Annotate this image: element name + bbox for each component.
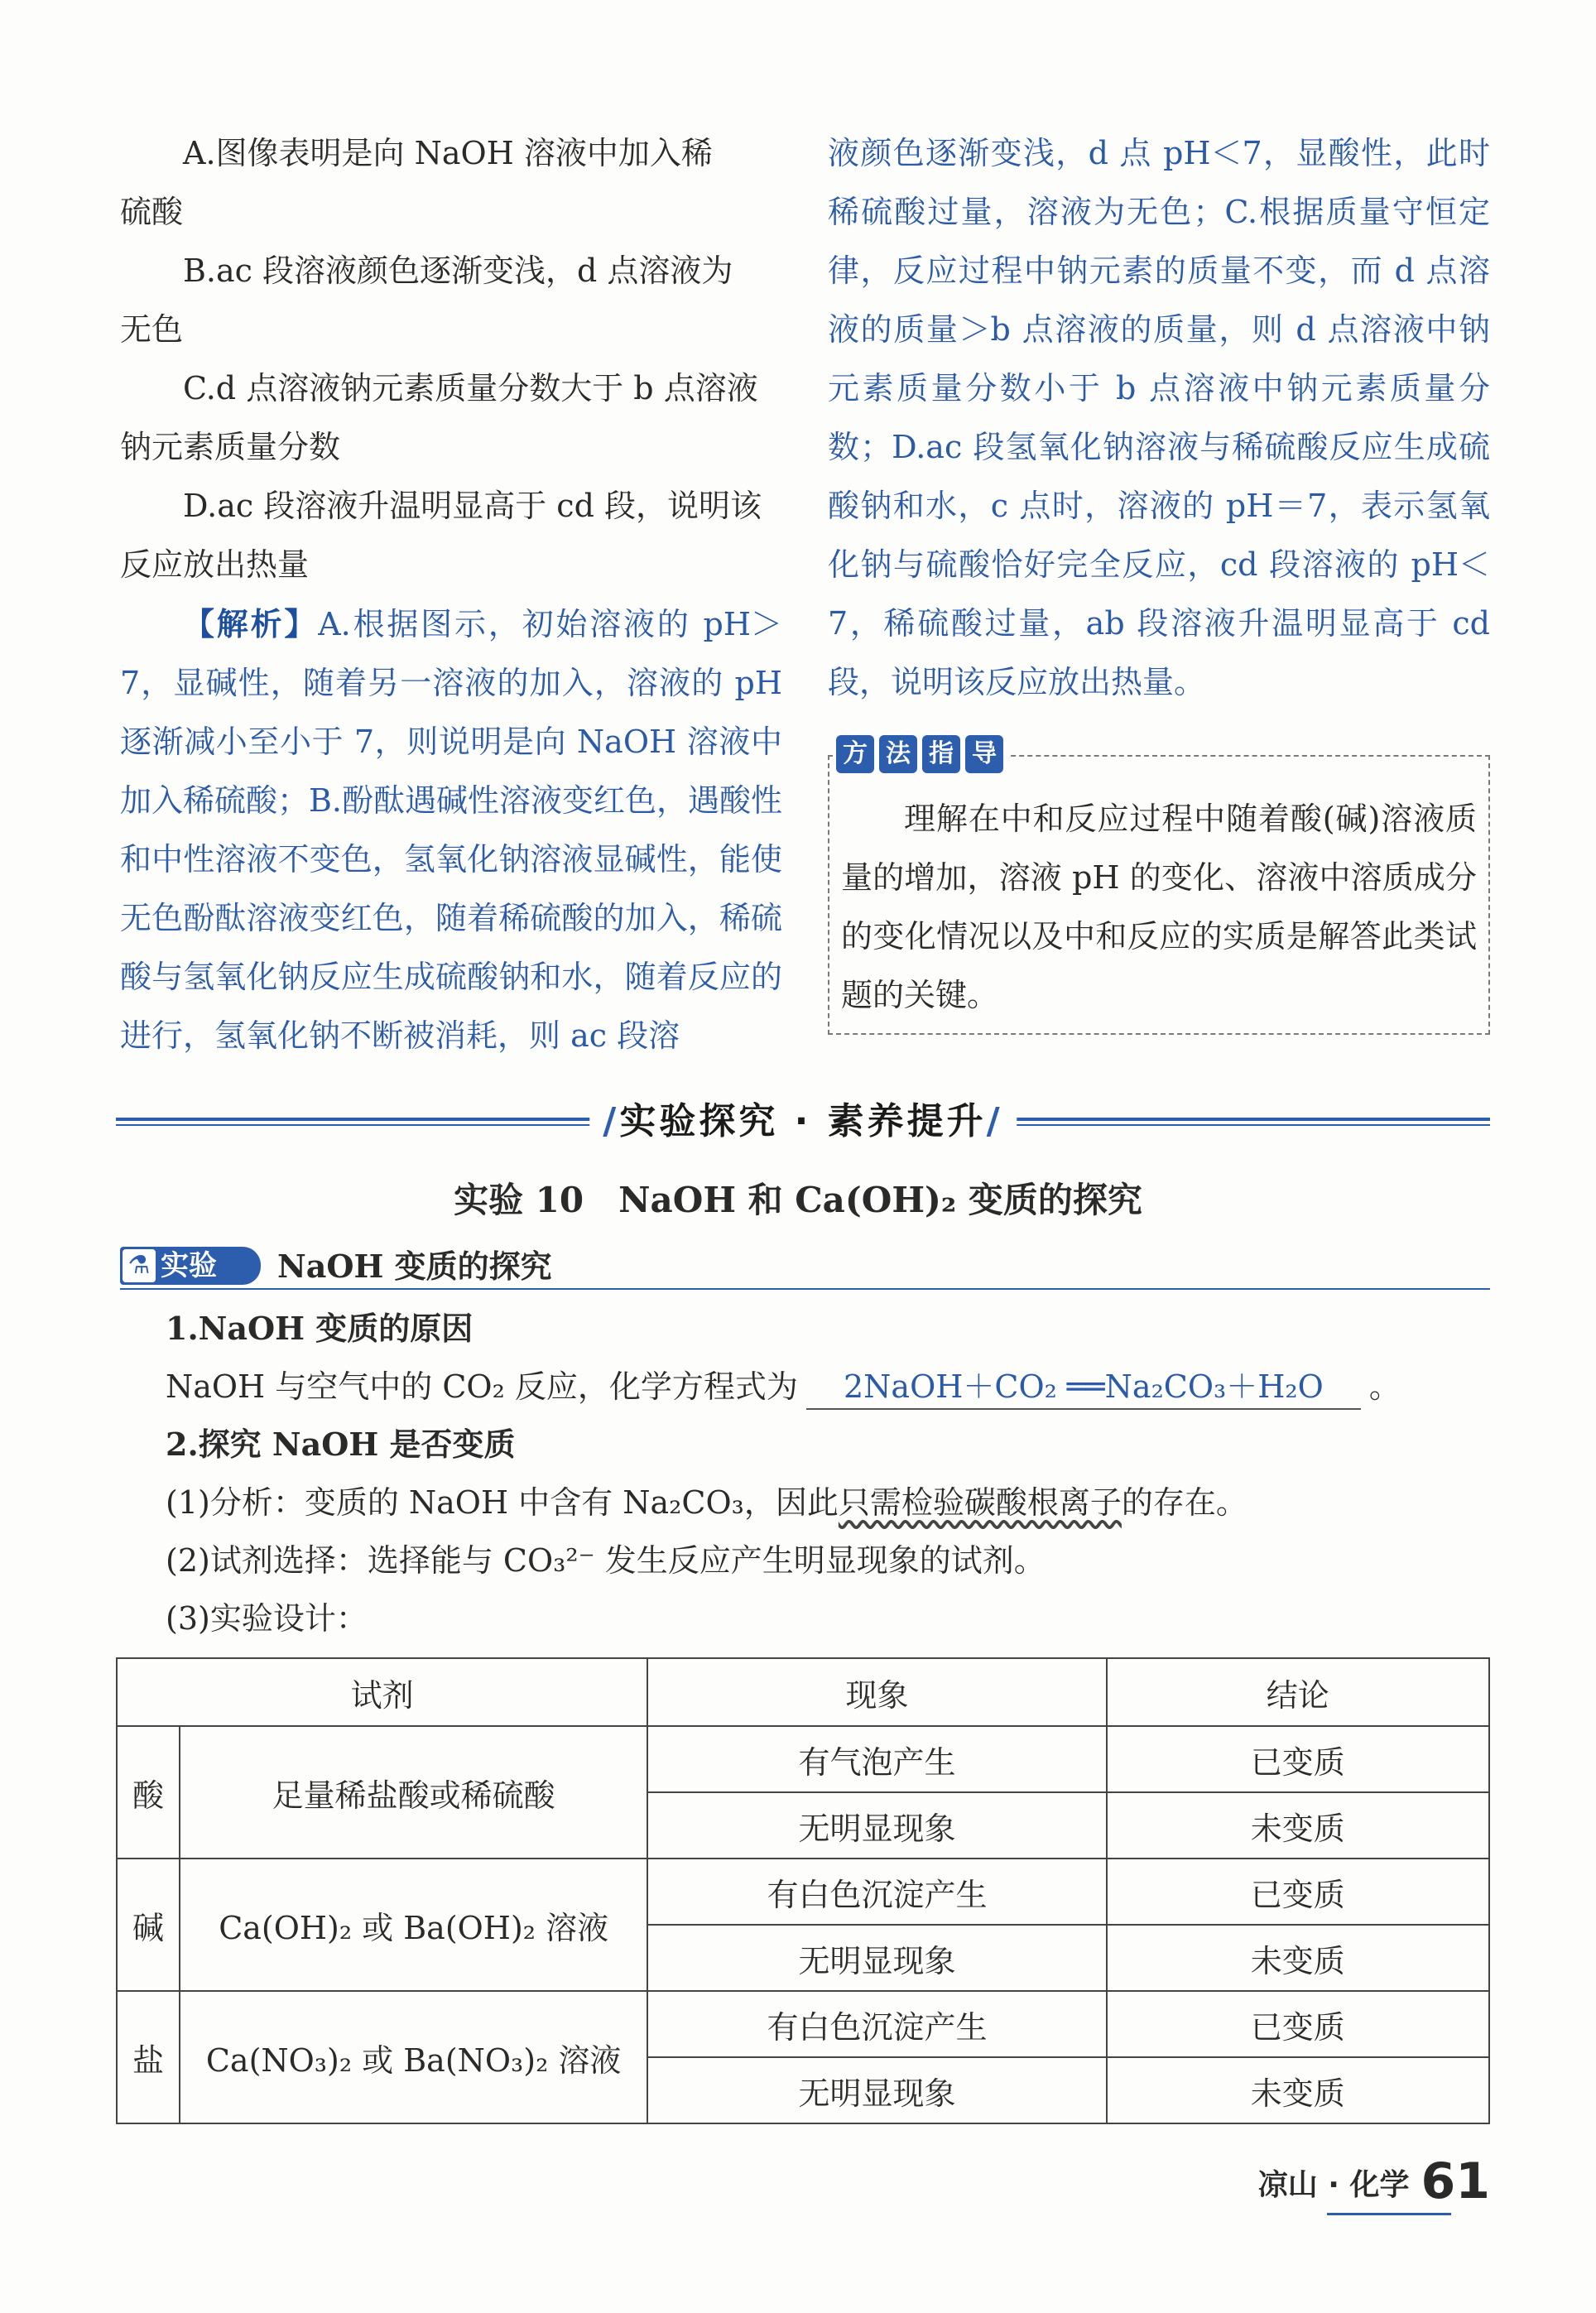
analysis-before: (1)分析：变质的 NaOH 中含有 Na₂CO₃，因此	[166, 1484, 839, 1521]
reagent-type: 酸	[117, 1726, 180, 1859]
phenomenon-cell: 有气泡产生	[647, 1726, 1106, 1792]
reagent-name: Ca(NO₃)₂ 或 Ba(NO₃)₂ 溶液	[180, 1991, 647, 2123]
header-conclusion: 结论	[1107, 1658, 1489, 1726]
option-c-line2: 钠元素质量分数	[120, 429, 341, 465]
analysis-tag: 【解析】	[183, 605, 319, 642]
left-column	[120, 124, 782, 1065]
experiment-title: 实验 10 NaOH 和 Ca(OH)₂ 变质的探究	[454, 1180, 1142, 1220]
phenomenon-cell: 无明显现象	[647, 1792, 1106, 1859]
phenomenon-cell: 无明显现象	[647, 1925, 1106, 1991]
header-underline	[120, 1288, 1490, 1290]
method-label-char: 方	[836, 735, 874, 773]
method-guide-box	[828, 739, 1490, 1035]
table-row	[117, 1859, 1489, 1925]
analysis-paragraph	[120, 594, 782, 1065]
section-1-text	[166, 1358, 1490, 1416]
section-2-title: 2.探究 NaOH 是否变质	[166, 1426, 516, 1463]
table-row	[117, 1991, 1489, 2057]
method-label-char: 法	[879, 735, 917, 773]
phenomenon-cell: 有白色沉淀产生	[647, 1859, 1106, 1925]
page-number: 61	[1421, 2152, 1490, 2210]
phenomenon-cell: 有白色沉淀产生	[647, 1991, 1106, 2057]
header-reagent: 试剂	[117, 1658, 647, 1726]
footer-rule	[1327, 2213, 1451, 2215]
experiment-badge	[120, 1247, 261, 1285]
wavy-emphasis: 只需检验碳酸根离子	[838, 1484, 1122, 1521]
table-header-row	[117, 1658, 1489, 1726]
banner-title: 实验探究 · 素养提升	[619, 1100, 987, 1142]
reagent-type: 碱	[117, 1859, 180, 1991]
option-b-line1: B.ac 段溶液颜色逐渐变浅，d 点溶液为	[183, 252, 733, 289]
section-2-design: (3)实验设计：	[166, 1600, 368, 1637]
slash-decoration: /	[603, 1100, 620, 1142]
banner-title-wrap	[589, 1097, 1017, 1147]
option-d-line2: 反应放出热量	[120, 546, 310, 583]
analysis-after: 的存在。	[1121, 1484, 1247, 1521]
flask-icon: ⚗	[123, 1249, 156, 1282]
method-label-char: 指	[922, 735, 960, 773]
phenomenon-cell: 无明显现象	[647, 2057, 1106, 2123]
option-a-line2: 硫酸	[120, 194, 184, 230]
section-2-analysis	[166, 1474, 1490, 1532]
reagent-name: Ca(OH)₂ 或 Ba(OH)₂ 溶液	[180, 1859, 647, 1991]
section-banner	[116, 1097, 1490, 1147]
conclusion-cell: 已变质	[1107, 1859, 1489, 1925]
experiment-header	[120, 1243, 1490, 1290]
option-b-line2: 无色	[120, 311, 184, 348]
experiment-badge-label: 实验	[161, 1249, 217, 1282]
analysis-continuation: 液颜色逐渐变浅，d 点 pH＜7，显酸性，此时稀硫酸过量，溶液为无色；C.根据质量守恒定律，反应过程中钠元素的质量不变，而 d 点溶液的质量＞b 点溶液的质量，则 d 点溶液中钠元素质量分数小于 b 点溶液中钠元素质量分数；D.ac 段氢氧化钠溶液与稀硫酸反应生成硫酸钠和水，c 点时，溶液的 pH＝7，表示氢氧化钠与硫酸恰好完全反应，cd 段溶液的 pH＜7，稀硫酸过量，ab 段溶液升温明显高于 cd 段，说明该反应放出热量。	[828, 135, 1490, 700]
conclusion-cell: 未变质	[1107, 2057, 1489, 2123]
conclusion-cell: 已变质	[1107, 1726, 1489, 1792]
option-a-line1: A.图像表明是向 NaOH 溶液中加入稀	[183, 135, 713, 171]
experiment-body	[166, 1300, 1490, 1647]
experiment-table	[116, 1657, 1490, 2124]
option-d-line1: D.ac 段溶液升温明显高于 cd 段，说明该	[183, 488, 762, 524]
experiment-subject: NaOH 变质的探究	[277, 1248, 552, 1285]
footer-subject: 凉山 · 化学	[1257, 2168, 1410, 2202]
method-guide-text: 理解在中和反应过程中随着酸(碱)溶液质量的增加，溶液 pH 的变化、溶液中溶质成分的变化情况以及中和反应的实质是解答此类试题的关键。	[841, 801, 1477, 1013]
table-row	[117, 1726, 1489, 1792]
conclusion-cell: 未变质	[1107, 1792, 1489, 1859]
option-c-line1: C.d 点溶液钠元素质量分数大于 b 点溶液	[183, 370, 758, 406]
method-label-char: 导	[965, 735, 1003, 773]
right-column	[828, 124, 1490, 1035]
section-1-text-before: NaOH 与空气中的 CO₂ 反应，化学方程式为	[166, 1368, 798, 1405]
reagent-type: 盐	[117, 1991, 180, 2123]
conclusion-cell: 已变质	[1107, 1991, 1489, 2057]
section-1-text-after: 。	[1368, 1368, 1401, 1405]
analysis-text: A.根据图示，初始溶液的 pH＞7，显碱性，随着另一溶液的加入，溶液的 pH 逐渐减小至小于 7，则说明是向 NaOH 溶液中加入稀硫酸；B.酚酞遇碱性溶液变红色，遇酸性和中性溶液不变色，氢氧化钠溶液显碱性，能使无色酚酞溶液变红色，随着稀硫酸的加入，稀硫酸与氢氧化钠反应生成硫酸钠和水，随着反应的进行，氢氧化钠不断被消耗，则 ac 段溶	[120, 606, 783, 1054]
slash-decoration: /	[986, 1100, 1003, 1142]
header-phenomenon: 现象	[647, 1658, 1106, 1726]
page-footer	[1258, 2152, 1490, 2210]
section-1-title: 1.NaOH 变质的原因	[166, 1310, 474, 1347]
reagent-name: 足量稀盐酸或稀硫酸	[180, 1726, 647, 1859]
section-2-reagent: (2)试剂选择：选择能与 CO₃²⁻ 发生反应产生明显现象的试剂。	[166, 1542, 1046, 1579]
conclusion-cell: 未变质	[1107, 1925, 1489, 1991]
equation-answer: 2NaOH＋CO₂ ══Na₂CO₃＋H₂O	[806, 1365, 1361, 1410]
method-guide-label	[836, 735, 1010, 773]
